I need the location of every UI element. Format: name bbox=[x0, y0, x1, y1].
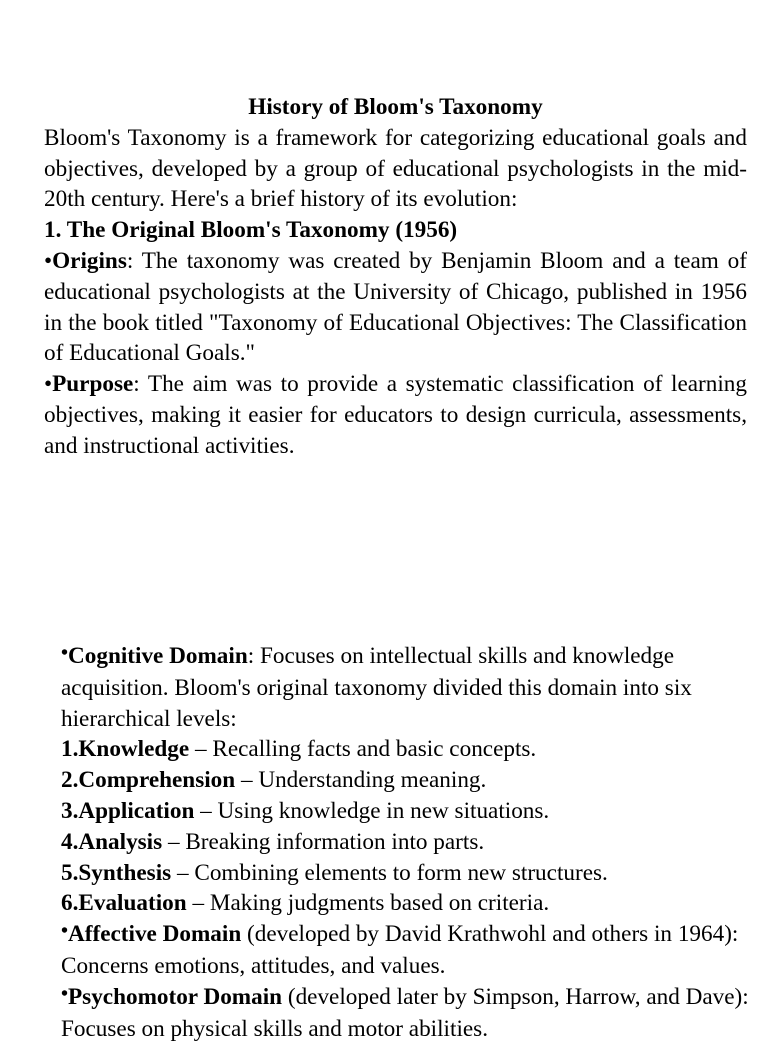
bullet-icon: • bbox=[61, 982, 69, 1005]
affective-domain-term: Affective Domain bbox=[68, 921, 242, 948]
level-item bbox=[61, 796, 751, 827]
purpose-term: Purpose bbox=[52, 371, 134, 398]
domains-section bbox=[61, 641, 751, 1044]
level-term: Evaluation bbox=[78, 890, 187, 917]
level-item bbox=[61, 858, 751, 889]
level-term: Analysis bbox=[78, 828, 163, 855]
level-number: 2. bbox=[61, 767, 79, 794]
level-text: – Using knowledge in new situations. bbox=[194, 797, 550, 824]
level-term: Comprehension bbox=[78, 767, 236, 794]
level-item bbox=[61, 888, 751, 919]
cognitive-domain-item bbox=[61, 641, 751, 734]
level-text: – Understanding meaning. bbox=[235, 767, 487, 794]
level-text: – Combining elements to form new structures. bbox=[171, 859, 608, 886]
document-title: History of Bloom's Taxonomy bbox=[248, 94, 543, 120]
cognitive-domain-term: Cognitive Domain bbox=[68, 643, 248, 669]
purpose-text: : The aim was to provide a systematic classification of learning objectives, making it easier for educators to design curricula, assessments, and instructional activities. bbox=[44, 371, 747, 459]
level-item bbox=[61, 827, 751, 858]
level-item bbox=[61, 765, 751, 796]
level-term: Knowledge bbox=[78, 736, 190, 763]
level-number: 6. bbox=[61, 890, 79, 917]
level-number: 5. bbox=[61, 859, 79, 886]
history-section bbox=[44, 92, 747, 462]
affective-domain-text: (developed by David Krathwohl and others in 1964): Concerns emotions, attitudes, and values. bbox=[61, 921, 739, 979]
intro-paragraph: Bloom's Taxonomy is a framework for categorizing educational goals and objectives, developed by a group of educational psychologists in the mid-20th century. Here's a brief history of its evolution: bbox=[44, 124, 747, 213]
origins-term: Origins bbox=[52, 247, 127, 274]
level-number: 1. bbox=[61, 736, 79, 763]
bullet-icon: • bbox=[44, 371, 53, 398]
origins-bullet bbox=[44, 246, 747, 369]
level-text: – Making judgments based on criteria. bbox=[186, 890, 550, 917]
psychomotor-domain-term: Psychomotor Domain bbox=[68, 983, 283, 1010]
level-number: 4. bbox=[61, 828, 79, 855]
bullet-icon: • bbox=[61, 920, 69, 943]
affective-domain-item bbox=[61, 919, 751, 982]
section-heading: 1. The Original Bloom's Taxonomy (1956) bbox=[44, 217, 458, 244]
origins-text: : The taxonomy was created by Benjamin Bloom and a team of educational psychologists at the University of Chicago, published in 1956 in the book titled "Taxonomy of Educational Objectives: The Classification of Educational Goals." bbox=[44, 247, 747, 367]
psychomotor-domain-text: (developed later by Simpson, Harrow, and Dave): Focuses on physical skills and motor abilities. bbox=[61, 983, 749, 1042]
bullet-icon: • bbox=[44, 247, 53, 274]
level-term: Synthesis bbox=[78, 859, 172, 886]
level-number: 3. bbox=[61, 797, 79, 824]
level-term: Application bbox=[78, 797, 195, 824]
level-item bbox=[61, 734, 751, 765]
level-text: – Breaking information into parts. bbox=[162, 828, 485, 855]
psychomotor-domain-item bbox=[61, 982, 751, 1044]
level-text: – Recalling facts and basic concepts. bbox=[189, 736, 537, 763]
purpose-bullet bbox=[44, 369, 747, 461]
cognitive-domain-text: : Focuses on intellectual skills and knowledge acquisition. Bloom's original taxonomy divided this domain into six hierarchical levels: bbox=[61, 643, 692, 732]
bullet-icon: • bbox=[61, 642, 69, 664]
